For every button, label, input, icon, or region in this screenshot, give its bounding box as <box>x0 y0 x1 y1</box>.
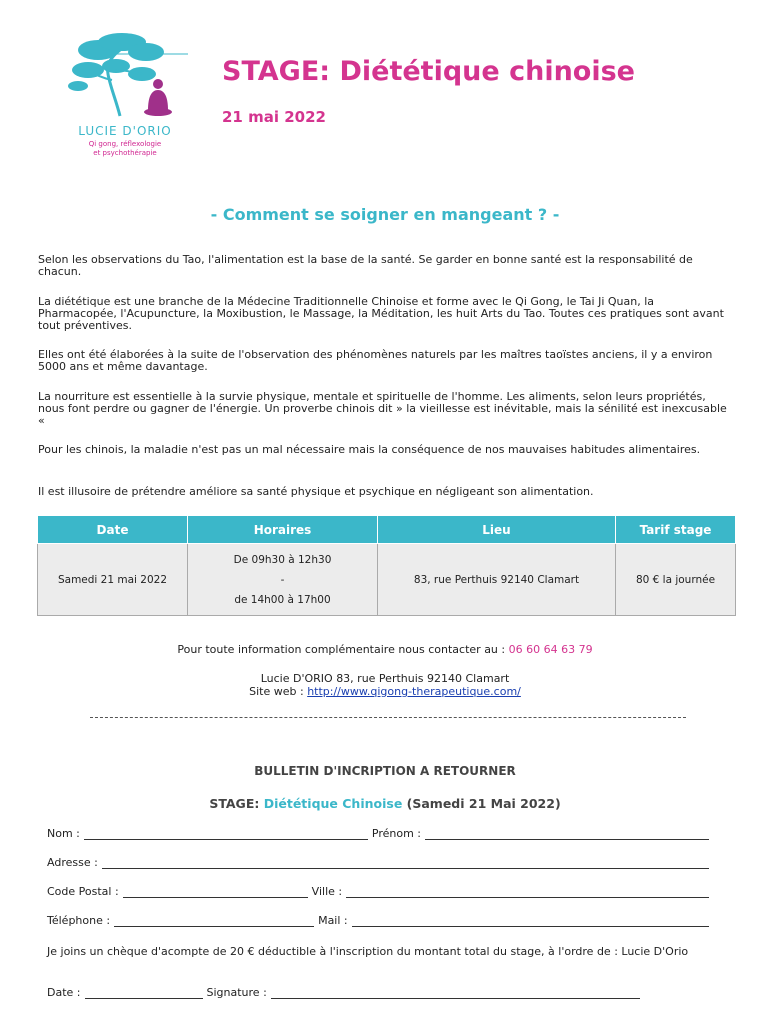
table-header-row <box>38 516 736 544</box>
code-postal-label: Code Postal : <box>47 885 119 898</box>
paragraph-1: Selon les observations du Tao, l'alimentation est la base de la santé. Se garder en bonne santé est la responsabilité de chacun. <box>38 253 693 278</box>
nom-label: Nom : <box>47 827 80 840</box>
website-label: Site web : <box>249 685 304 698</box>
bulletin-stage-date: (Samedi 21 Mai 2022) <box>406 796 561 811</box>
hours-morning: De 09h30 à 12h30 <box>233 553 332 566</box>
logo-name: LUCIE D'ORIO <box>78 124 172 138</box>
table-cell-hours <box>188 544 378 616</box>
bulletin-stage <box>0 796 770 811</box>
form-row-contact <box>47 913 713 927</box>
mail-label: Mail : <box>318 914 348 927</box>
website-line <box>0 685 770 698</box>
table-header-hours: Horaires <box>188 516 378 544</box>
form-row-city <box>47 884 713 898</box>
ville-label: Ville : <box>311 885 343 898</box>
table-cell-price: 80 € la journée <box>616 544 736 616</box>
website-link[interactable]: http://www.qigong-therapeutique.com/ <box>307 685 521 698</box>
contact-text: Pour toute information complémentaire nous contacter au : <box>177 643 506 656</box>
form-row-address <box>47 855 713 869</box>
cut-separator <box>90 717 686 718</box>
telephone-label: Téléphone : <box>47 914 111 927</box>
contact-line <box>0 643 770 656</box>
paragraph-6: Il est illusoire de prétendre améliore sa santé physique et psychique en négligeant son alimentation. <box>38 485 594 498</box>
paragraph-4: La nourriture est essentielle à la survie physique, mentale et spirituelle de l'homme. Les aliments, selon leurs propriétés, nous font perdre ou gagner de l'énergie. Un proverbe chinois dit » la vieillesse est inévitable, mais la sénilité est inexcusable « <box>38 390 727 427</box>
prenom-label: Prénom : <box>371 827 421 840</box>
date-field[interactable] <box>85 989 203 999</box>
signature-label: Signature : <box>206 986 267 999</box>
bonsai-tree-icon <box>50 30 200 125</box>
adresse-field[interactable] <box>102 859 709 869</box>
schedule-table <box>37 515 736 616</box>
table-cell-place: 83, rue Perthuis 92140 Clamart <box>378 544 616 616</box>
date-label: Date : <box>47 986 81 999</box>
table-row <box>38 544 736 616</box>
bulletin-title: BULLETIN D'INCRIPTION A RETOURNER <box>254 764 516 778</box>
adresse-label: Adresse : <box>47 856 98 869</box>
contact-phone[interactable]: 06 60 64 63 79 <box>508 643 593 656</box>
prenom-field[interactable] <box>425 830 709 840</box>
paragraph-3: Elles ont été élaborées à la suite de l'observation des phénomènes naturels par les maîtres taoïstes anciens, il y a environ 5000 ans et même davantage. <box>38 348 713 373</box>
nom-field[interactable] <box>84 830 368 840</box>
form-row-signature <box>47 985 644 999</box>
logo <box>50 30 200 170</box>
logo-subtitle-line1: Qi gong, réflexologie <box>88 140 162 148</box>
table-header-price: Tarif stage <box>616 516 736 544</box>
table-cell-date: Samedi 21 mai 2022 <box>38 544 188 616</box>
ville-field[interactable] <box>346 888 709 898</box>
contact-address: Lucie D'ORIO 83, rue Perthuis 92140 Clamart <box>260 672 510 685</box>
deposit-note: Je joins un chèque d'acompte de 20 € déductible à l'inscription du montant total du stage, à l'ordre de : Lucie D'Orio <box>47 945 689 958</box>
paragraph-5: Pour les chinois, la maladie n'est pas un mal nécessaire mais la conséquence de nos mauvaises habitudes alimentaires. <box>38 443 701 456</box>
logo-subtitle-line2: et psychothérapie <box>93 149 157 157</box>
mail-field[interactable] <box>352 917 709 927</box>
bulletin-stage-prefix: STAGE: <box>209 796 260 811</box>
page-title: STAGE: Diététique chinoise <box>222 56 635 87</box>
hours-separator: - <box>280 573 285 586</box>
section-subtitle: - Comment se soigner en mangeant ? - <box>210 205 560 224</box>
bulletin-stage-name: Diététique Chinoise <box>263 796 403 811</box>
hours-afternoon: de 14h00 à 17h00 <box>234 593 331 606</box>
code-postal-field[interactable] <box>123 888 308 898</box>
signature-field[interactable] <box>271 989 640 999</box>
event-date: 21 mai 2022 <box>222 108 326 126</box>
paragraph-2: La diététique est une branche de la Médecine Traditionnelle Chinoise et forme avec le Qi Gong, le Tai Ji Quan, la Pharmacopée, l'Acupuncture, la Moxibustion, le Massage, la Méditation, les huit Arts du Tao. Toutes ces pratiques sont avant tout préventives. <box>38 295 724 332</box>
table-header-place: Lieu <box>378 516 616 544</box>
telephone-field[interactable] <box>114 917 314 927</box>
table-header-date: Date <box>38 516 188 544</box>
form-row-name <box>47 826 713 840</box>
